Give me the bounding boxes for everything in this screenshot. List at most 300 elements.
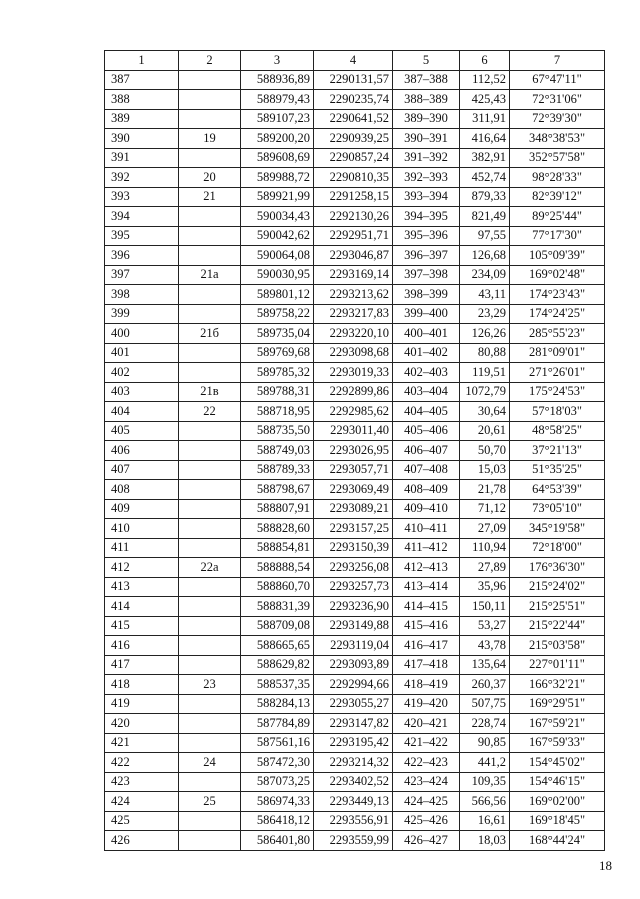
point-number-cell: 420 (105, 714, 179, 734)
y-coordinate-cell: 2293046,87 (314, 246, 393, 266)
y-coordinate-cell: 2292985,62 (314, 402, 393, 422)
segment-cell: 393–394 (393, 187, 460, 207)
point-number-cell: 417 (105, 655, 179, 675)
y-coordinate-cell: 2292899,86 (314, 382, 393, 402)
x-coordinate-cell: 588828,60 (241, 519, 314, 539)
marker-cell (179, 538, 241, 558)
table-row (105, 714, 605, 734)
table-row (105, 733, 605, 753)
y-coordinate-cell: 2293150,39 (314, 538, 393, 558)
angle-cell: 352°57'58" (510, 148, 605, 168)
segment-cell: 405–406 (393, 421, 460, 441)
point-number-cell: 418 (105, 675, 179, 695)
distance-cell: 1072,79 (460, 382, 510, 402)
distance-cell: 566,56 (460, 792, 510, 812)
x-coordinate-cell: 589921,99 (241, 187, 314, 207)
x-coordinate-cell: 590034,43 (241, 207, 314, 227)
segment-cell: 399–400 (393, 304, 460, 324)
marker-cell: 23 (179, 675, 241, 695)
angle-cell: 167°59'33" (510, 733, 605, 753)
segment-cell: 402–403 (393, 363, 460, 383)
distance-cell: 821,49 (460, 207, 510, 227)
point-number-cell: 398 (105, 285, 179, 305)
angle-cell: 154°45'02" (510, 753, 605, 773)
x-coordinate-cell: 588979,43 (241, 90, 314, 110)
marker-cell (179, 90, 241, 110)
y-coordinate-cell: 2293089,21 (314, 499, 393, 519)
distance-cell: 135,64 (460, 655, 510, 675)
marker-cell (179, 441, 241, 461)
angle-cell: 105°09'39" (510, 246, 605, 266)
x-coordinate-cell: 589758,22 (241, 304, 314, 324)
segment-cell: 387–388 (393, 70, 460, 90)
marker-cell: 21в (179, 382, 241, 402)
marker-cell (179, 207, 241, 227)
x-coordinate-cell: 587073,25 (241, 772, 314, 792)
distance-cell: 382,91 (460, 148, 510, 168)
table-row (105, 499, 605, 519)
distance-cell: 43,78 (460, 636, 510, 656)
angle-cell: 215°03'58" (510, 636, 605, 656)
angle-cell: 227°01'11" (510, 655, 605, 675)
x-coordinate-cell: 588284,13 (241, 694, 314, 714)
x-coordinate-cell: 589735,04 (241, 324, 314, 344)
x-coordinate-cell: 589788,31 (241, 382, 314, 402)
segment-cell: 418–419 (393, 675, 460, 695)
x-coordinate-cell: 588831,39 (241, 597, 314, 617)
angle-cell: 98°28'33" (510, 168, 605, 188)
angle-cell: 73°05'10" (510, 499, 605, 519)
marker-cell (179, 363, 241, 383)
column-header: 5 (393, 51, 460, 71)
column-header: 2 (179, 51, 241, 71)
segment-cell: 397–398 (393, 265, 460, 285)
angle-cell: 176°36'30" (510, 558, 605, 578)
angle-cell: 215°22'44" (510, 616, 605, 636)
marker-cell: 19 (179, 129, 241, 149)
y-coordinate-cell: 2290810,35 (314, 168, 393, 188)
y-coordinate-cell: 2293055,27 (314, 694, 393, 714)
table-row (105, 577, 605, 597)
y-coordinate-cell: 2290641,52 (314, 109, 393, 129)
marker-cell (179, 421, 241, 441)
x-coordinate-cell: 588537,35 (241, 675, 314, 695)
column-header: 3 (241, 51, 314, 71)
distance-cell: 260,37 (460, 675, 510, 695)
angle-cell: 215°24'02" (510, 577, 605, 597)
distance-cell: 228,74 (460, 714, 510, 734)
table-row (105, 324, 605, 344)
marker-cell (179, 597, 241, 617)
column-header: 7 (510, 51, 605, 71)
point-number-cell: 421 (105, 733, 179, 753)
point-number-cell: 415 (105, 616, 179, 636)
angle-cell: 169°18'45" (510, 811, 605, 831)
table-row (105, 343, 605, 363)
distance-cell: 110,94 (460, 538, 510, 558)
angle-cell: 72°18'00" (510, 538, 605, 558)
y-coordinate-cell: 2292994,66 (314, 675, 393, 695)
point-number-cell: 412 (105, 558, 179, 578)
angle-cell: 215°25'51" (510, 597, 605, 617)
point-number-cell: 409 (105, 499, 179, 519)
point-number-cell: 401 (105, 343, 179, 363)
x-coordinate-cell: 589769,68 (241, 343, 314, 363)
x-coordinate-cell: 586974,33 (241, 792, 314, 812)
angle-cell: 51°35'25" (510, 460, 605, 480)
table-body (105, 70, 605, 850)
distance-cell: 150,11 (460, 597, 510, 617)
angle-cell: 285°55'23" (510, 324, 605, 344)
segment-cell: 389–390 (393, 109, 460, 129)
segment-cell: 415–416 (393, 616, 460, 636)
table-row (105, 363, 605, 383)
table-row (105, 304, 605, 324)
distance-cell: 71,12 (460, 499, 510, 519)
x-coordinate-cell: 588749,03 (241, 441, 314, 461)
angle-cell: 281°09'01" (510, 343, 605, 363)
segment-cell: 388–389 (393, 90, 460, 110)
point-number-cell: 397 (105, 265, 179, 285)
y-coordinate-cell: 2293559,99 (314, 831, 393, 851)
y-coordinate-cell: 2293098,68 (314, 343, 393, 363)
y-coordinate-cell: 2290131,57 (314, 70, 393, 90)
point-number-cell: 423 (105, 772, 179, 792)
y-coordinate-cell: 2293149,88 (314, 616, 393, 636)
table-row (105, 616, 605, 636)
x-coordinate-cell: 588936,89 (241, 70, 314, 90)
distance-cell: 441,2 (460, 753, 510, 773)
point-number-cell: 405 (105, 421, 179, 441)
angle-cell: 166°32'21" (510, 675, 605, 695)
y-coordinate-cell: 2293057,71 (314, 460, 393, 480)
coordinates-table (104, 50, 605, 851)
segment-cell: 406–407 (393, 441, 460, 461)
y-coordinate-cell: 2293069,49 (314, 480, 393, 500)
marker-cell (179, 148, 241, 168)
segment-cell: 411–412 (393, 538, 460, 558)
marker-cell (179, 772, 241, 792)
y-coordinate-cell: 2293213,62 (314, 285, 393, 305)
segment-cell: 421–422 (393, 733, 460, 753)
angle-cell: 72°39'30" (510, 109, 605, 129)
angle-cell: 167°59'21" (510, 714, 605, 734)
segment-cell: 403–404 (393, 382, 460, 402)
segment-cell: 407–408 (393, 460, 460, 480)
table-row (105, 811, 605, 831)
table-row (105, 265, 605, 285)
table-row (105, 675, 605, 695)
distance-cell: 27,09 (460, 519, 510, 539)
angle-cell: 168°44'24" (510, 831, 605, 851)
segment-cell: 425–426 (393, 811, 460, 831)
distance-cell: 20,61 (460, 421, 510, 441)
marker-cell (179, 577, 241, 597)
segment-cell: 426–427 (393, 831, 460, 851)
y-coordinate-cell: 2293236,90 (314, 597, 393, 617)
angle-cell: 72°31'06" (510, 90, 605, 110)
distance-cell: 109,35 (460, 772, 510, 792)
y-coordinate-cell: 2293402,52 (314, 772, 393, 792)
marker-cell (179, 499, 241, 519)
table-row (105, 148, 605, 168)
y-coordinate-cell: 2293195,42 (314, 733, 393, 753)
point-number-cell: 403 (105, 382, 179, 402)
angle-cell: 77°17'30" (510, 226, 605, 246)
table-row (105, 753, 605, 773)
segment-cell: 396–397 (393, 246, 460, 266)
marker-cell (179, 460, 241, 480)
point-number-cell: 400 (105, 324, 179, 344)
point-number-cell: 407 (105, 460, 179, 480)
marker-cell (179, 343, 241, 363)
table-row (105, 382, 605, 402)
segment-cell: 398–399 (393, 285, 460, 305)
distance-cell: 416,64 (460, 129, 510, 149)
table-row (105, 421, 605, 441)
segment-cell: 391–392 (393, 148, 460, 168)
segment-cell: 414–415 (393, 597, 460, 617)
x-coordinate-cell: 590030,95 (241, 265, 314, 285)
point-number-cell: 425 (105, 811, 179, 831)
segment-cell: 423–424 (393, 772, 460, 792)
distance-cell: 23,29 (460, 304, 510, 324)
x-coordinate-cell: 588665,65 (241, 636, 314, 656)
table-row (105, 558, 605, 578)
column-header: 6 (460, 51, 510, 71)
y-coordinate-cell: 2293217,83 (314, 304, 393, 324)
x-coordinate-cell: 589785,32 (241, 363, 314, 383)
distance-cell: 15,03 (460, 460, 510, 480)
marker-cell: 20 (179, 168, 241, 188)
segment-cell: 422–423 (393, 753, 460, 773)
point-number-cell: 419 (105, 694, 179, 714)
y-coordinate-cell: 2293147,82 (314, 714, 393, 734)
marker-cell (179, 714, 241, 734)
point-number-cell: 394 (105, 207, 179, 227)
x-coordinate-cell: 589801,12 (241, 285, 314, 305)
distance-cell: 43,11 (460, 285, 510, 305)
point-number-cell: 410 (105, 519, 179, 539)
angle-cell: 48°58'25" (510, 421, 605, 441)
marker-cell: 25 (179, 792, 241, 812)
distance-cell: 30,64 (460, 402, 510, 422)
angle-cell: 175°24'53" (510, 382, 605, 402)
point-number-cell: 389 (105, 109, 179, 129)
distance-cell: 80,88 (460, 343, 510, 363)
angle-cell: 89°25'44" (510, 207, 605, 227)
segment-cell: 412–413 (393, 558, 460, 578)
point-number-cell: 404 (105, 402, 179, 422)
x-coordinate-cell: 589608,69 (241, 148, 314, 168)
y-coordinate-cell: 2293449,13 (314, 792, 393, 812)
angle-cell: 174°23'43" (510, 285, 605, 305)
distance-cell: 119,51 (460, 363, 510, 383)
point-number-cell: 414 (105, 597, 179, 617)
distance-cell: 425,43 (460, 90, 510, 110)
distance-cell: 18,03 (460, 831, 510, 851)
table-row (105, 109, 605, 129)
marker-cell: 22 (179, 402, 241, 422)
segment-cell: 419–420 (393, 694, 460, 714)
distance-cell: 50,70 (460, 441, 510, 461)
x-coordinate-cell: 587561,16 (241, 733, 314, 753)
point-number-cell: 411 (105, 538, 179, 558)
point-number-cell: 387 (105, 70, 179, 90)
marker-cell (179, 304, 241, 324)
y-coordinate-cell: 2293257,73 (314, 577, 393, 597)
point-number-cell: 424 (105, 792, 179, 812)
x-coordinate-cell: 586418,12 (241, 811, 314, 831)
y-coordinate-cell: 2290939,25 (314, 129, 393, 149)
point-number-cell: 402 (105, 363, 179, 383)
y-coordinate-cell: 2290235,74 (314, 90, 393, 110)
table-row (105, 792, 605, 812)
distance-cell: 112,52 (460, 70, 510, 90)
angle-cell: 169°29'51" (510, 694, 605, 714)
angle-cell: 345°19'58" (510, 519, 605, 539)
distance-cell: 35,96 (460, 577, 510, 597)
angle-cell: 57°18'03" (510, 402, 605, 422)
distance-cell: 126,26 (460, 324, 510, 344)
angle-cell: 64°53'39" (510, 480, 605, 500)
x-coordinate-cell: 588798,67 (241, 480, 314, 500)
table-row (105, 285, 605, 305)
y-coordinate-cell: 2293119,04 (314, 636, 393, 656)
marker-cell (179, 70, 241, 90)
x-coordinate-cell: 588629,82 (241, 655, 314, 675)
x-coordinate-cell: 588789,33 (241, 460, 314, 480)
segment-cell: 395–396 (393, 226, 460, 246)
table-row (105, 402, 605, 422)
y-coordinate-cell: 2293026,95 (314, 441, 393, 461)
table-row (105, 129, 605, 149)
marker-cell (179, 655, 241, 675)
table-row (105, 538, 605, 558)
marker-cell: 21а (179, 265, 241, 285)
x-coordinate-cell: 589200,20 (241, 129, 314, 149)
segment-cell: 416–417 (393, 636, 460, 656)
segment-cell: 390–391 (393, 129, 460, 149)
point-number-cell: 388 (105, 90, 179, 110)
distance-cell: 126,68 (460, 246, 510, 266)
y-coordinate-cell: 2293220,10 (314, 324, 393, 344)
angle-cell: 169°02'00" (510, 792, 605, 812)
segment-cell: 420–421 (393, 714, 460, 734)
y-coordinate-cell: 2293019,33 (314, 363, 393, 383)
table-row (105, 480, 605, 500)
distance-cell: 21,78 (460, 480, 510, 500)
x-coordinate-cell: 586401,80 (241, 831, 314, 851)
angle-cell: 271°26'01" (510, 363, 605, 383)
point-number-cell: 392 (105, 168, 179, 188)
point-number-cell: 396 (105, 246, 179, 266)
point-number-cell: 406 (105, 441, 179, 461)
marker-cell: 22а (179, 558, 241, 578)
marker-cell (179, 285, 241, 305)
point-number-cell: 395 (105, 226, 179, 246)
table-row (105, 187, 605, 207)
distance-cell: 311,91 (460, 109, 510, 129)
page-number: 18 (599, 858, 612, 873)
table-row (105, 694, 605, 714)
distance-cell: 97,55 (460, 226, 510, 246)
marker-cell (179, 733, 241, 753)
marker-cell (179, 811, 241, 831)
point-number-cell: 390 (105, 129, 179, 149)
point-number-cell: 413 (105, 577, 179, 597)
distance-cell: 879,33 (460, 187, 510, 207)
marker-cell (179, 480, 241, 500)
point-number-cell: 422 (105, 753, 179, 773)
table-row (105, 831, 605, 851)
distance-cell: 16,61 (460, 811, 510, 831)
distance-cell: 234,09 (460, 265, 510, 285)
marker-cell (179, 109, 241, 129)
distance-cell: 53,27 (460, 616, 510, 636)
marker-cell (179, 226, 241, 246)
table-row (105, 441, 605, 461)
y-coordinate-cell: 2290857,24 (314, 148, 393, 168)
x-coordinate-cell: 587472,30 (241, 753, 314, 773)
marker-cell (179, 616, 241, 636)
segment-cell: 404–405 (393, 402, 460, 422)
angle-cell: 67°47'11" (510, 70, 605, 90)
distance-cell: 90,85 (460, 733, 510, 753)
y-coordinate-cell: 2293214,32 (314, 753, 393, 773)
table-row (105, 168, 605, 188)
segment-cell: 394–395 (393, 207, 460, 227)
point-number-cell: 416 (105, 636, 179, 656)
angle-cell: 82°39'12" (510, 187, 605, 207)
distance-cell: 27,89 (460, 558, 510, 578)
table-row (105, 90, 605, 110)
marker-cell (179, 694, 241, 714)
marker-cell: 21б (179, 324, 241, 344)
marker-cell (179, 519, 241, 539)
table-row (105, 636, 605, 656)
segment-cell: 408–409 (393, 480, 460, 500)
segment-cell: 401–402 (393, 343, 460, 363)
table-row (105, 772, 605, 792)
x-coordinate-cell: 588807,91 (241, 499, 314, 519)
table-row (105, 207, 605, 227)
point-number-cell: 393 (105, 187, 179, 207)
angle-cell: 174°24'25" (510, 304, 605, 324)
segment-cell: 413–414 (393, 577, 460, 597)
y-coordinate-cell: 2293256,08 (314, 558, 393, 578)
point-number-cell: 399 (105, 304, 179, 324)
table-row (105, 70, 605, 90)
x-coordinate-cell: 588860,70 (241, 577, 314, 597)
marker-cell: 21 (179, 187, 241, 207)
table-row (105, 597, 605, 617)
y-coordinate-cell: 2292130,26 (314, 207, 393, 227)
x-coordinate-cell: 589988,72 (241, 168, 314, 188)
marker-cell (179, 831, 241, 851)
column-header: 4 (314, 51, 393, 71)
y-coordinate-cell: 2293556,91 (314, 811, 393, 831)
x-coordinate-cell: 588854,81 (241, 538, 314, 558)
column-header: 1 (105, 51, 179, 71)
y-coordinate-cell: 2291258,15 (314, 187, 393, 207)
angle-cell: 37°21'13" (510, 441, 605, 461)
x-coordinate-cell: 590064,08 (241, 246, 314, 266)
table-row (105, 655, 605, 675)
angle-cell: 169°02'48" (510, 265, 605, 285)
distance-cell: 452,74 (460, 168, 510, 188)
segment-cell: 409–410 (393, 499, 460, 519)
